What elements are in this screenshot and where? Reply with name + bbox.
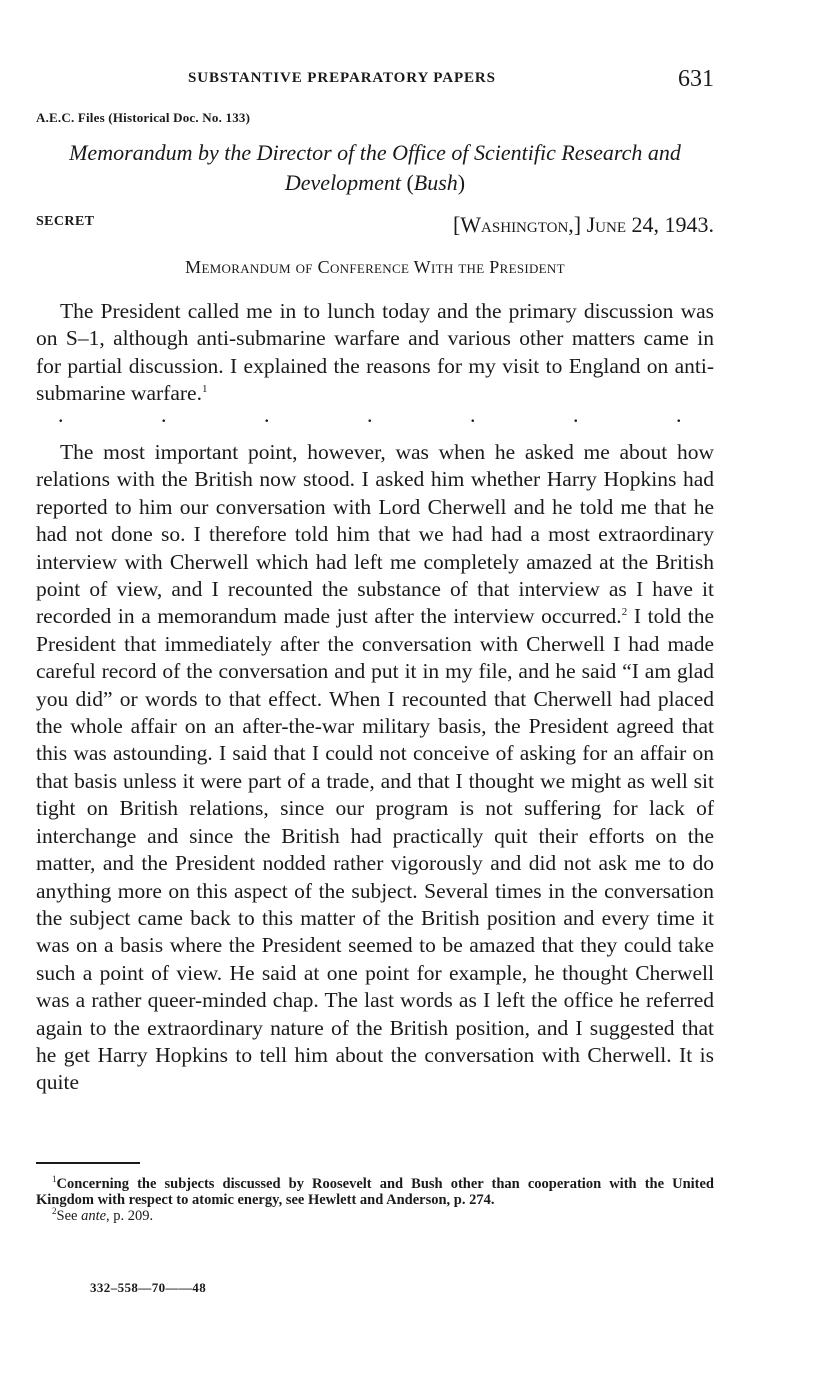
heading-paren-open: (: [406, 170, 414, 195]
source-citation: A.E.C. Files (Historical Doc. No. 133): [36, 110, 251, 125]
page-number: 631: [678, 66, 714, 92]
ellipsis-dot: .: [367, 402, 373, 427]
footnote-rule: [36, 1162, 140, 1164]
document-page: [36, 0, 714, 1380]
heading-author-name: Bush: [413, 170, 458, 195]
ellipsis-dot: .: [161, 402, 167, 427]
heading-line-2: [36, 168, 714, 198]
footnote-1-marker: 1: [52, 1174, 57, 1184]
ellipsis-dot: .: [470, 402, 476, 427]
running-head: [36, 66, 714, 96]
ellipsis-dot: .: [676, 402, 682, 427]
footnote-ref-1: 1: [201, 383, 208, 396]
body-paragraph-1: [36, 298, 714, 408]
classification-marking: SECRET: [36, 214, 95, 229]
footnote-2-prefix: See: [56, 1208, 82, 1224]
paragraph-2-text-part-2: I told the President that immediately after the conversation with Cherwell I had made careful record of the conversation and put it in my file, and he said “I am glad you did” or words to that effect. When I recounted that Cherwell had placed the whole affair on an after-the-war military basis, the President agreed that this was astounding. I said that I could not conceive of asking for an affair on that basis unless it were part of a trade, and that I thought we might as well sit tight on British relations, since our program is not suffering for lack of interchange and since the British had practically quit their efforts on the matter, and the President nodded rather vigorously and did not ask me to do anything more on this aspect of the subject. Several times in the conversation the subject came back to this matter of the British position and every time it was on a basis where the President seemed to be amazed that they could take such a point of view. He said at one point for example, he thought Cherwell was a rather queer-minded chap. The last words as I left the office he referred again to the extraordinary nature of the British position, and I suggested that he get Harry Hopkins to tell him about the conversation with Cherwell. It is quite: [36, 604, 714, 1095]
footnote-ref-2: 2: [621, 606, 628, 619]
printer-code: 332–558—70——48: [90, 1280, 207, 1295]
paragraph-1-text: The President called me in to lunch today and the primary discussion was on S–1, although anti-submarine warfare and various other matters came in for partial discussion. I explained the reasons for my visit to England on anti-submarine warfare.: [36, 299, 714, 406]
memo-title: Memorandum of Conference With the President: [185, 257, 565, 277]
body-paragraph-2: [36, 439, 714, 1097]
dateline-text: [Washington,] June 24, 1943.: [452, 212, 714, 237]
document-heading: [36, 138, 714, 198]
ellipsis-dot: .: [58, 402, 64, 427]
ellipsis-dot: .: [573, 402, 579, 427]
heading-line-1: Memorandum by the Director of the Office of Scientific Research and: [69, 140, 681, 165]
ellipsis-dot: .: [264, 402, 270, 427]
paragraph-2-text-part-1: The most important point, however, was when he asked me about how relations with the British now stood. I asked him whether Harry Hopkins had reported to him our conversation with Lord Cherwell and he told me that he had not done so. I therefore told him that we had had a most extraordinary interview with Cherwell which had left me completely amazed at the British point of view, and I recounted the substance of that interview as I have it recorded in a memorandum made just after the interview occurred.: [36, 440, 714, 629]
footnotes: [36, 1176, 714, 1224]
heading-paren-close: ): [457, 170, 466, 195]
footnote-2-suffix: , p. 209.: [106, 1208, 154, 1224]
heading-line-2-prefix: Development: [284, 170, 401, 195]
footnote-2: [36, 1208, 714, 1224]
footnote-2-italic: ante: [81, 1208, 107, 1224]
dateline: [453, 212, 714, 238]
footnote-2-marker: 2: [52, 1206, 57, 1216]
footnote-1-text: Concerning the subjects discussed by Roosevelt and Bush other than cooperation with the United Kingdom with respect to atomic energy, see Hewlett and Anderson, p. 274.: [36, 1176, 714, 1208]
ellipsis-row: [36, 403, 714, 427]
footnote-1: [36, 1176, 714, 1208]
running-title: SUBSTANTIVE PREPARATORY PAPERS: [188, 70, 496, 86]
